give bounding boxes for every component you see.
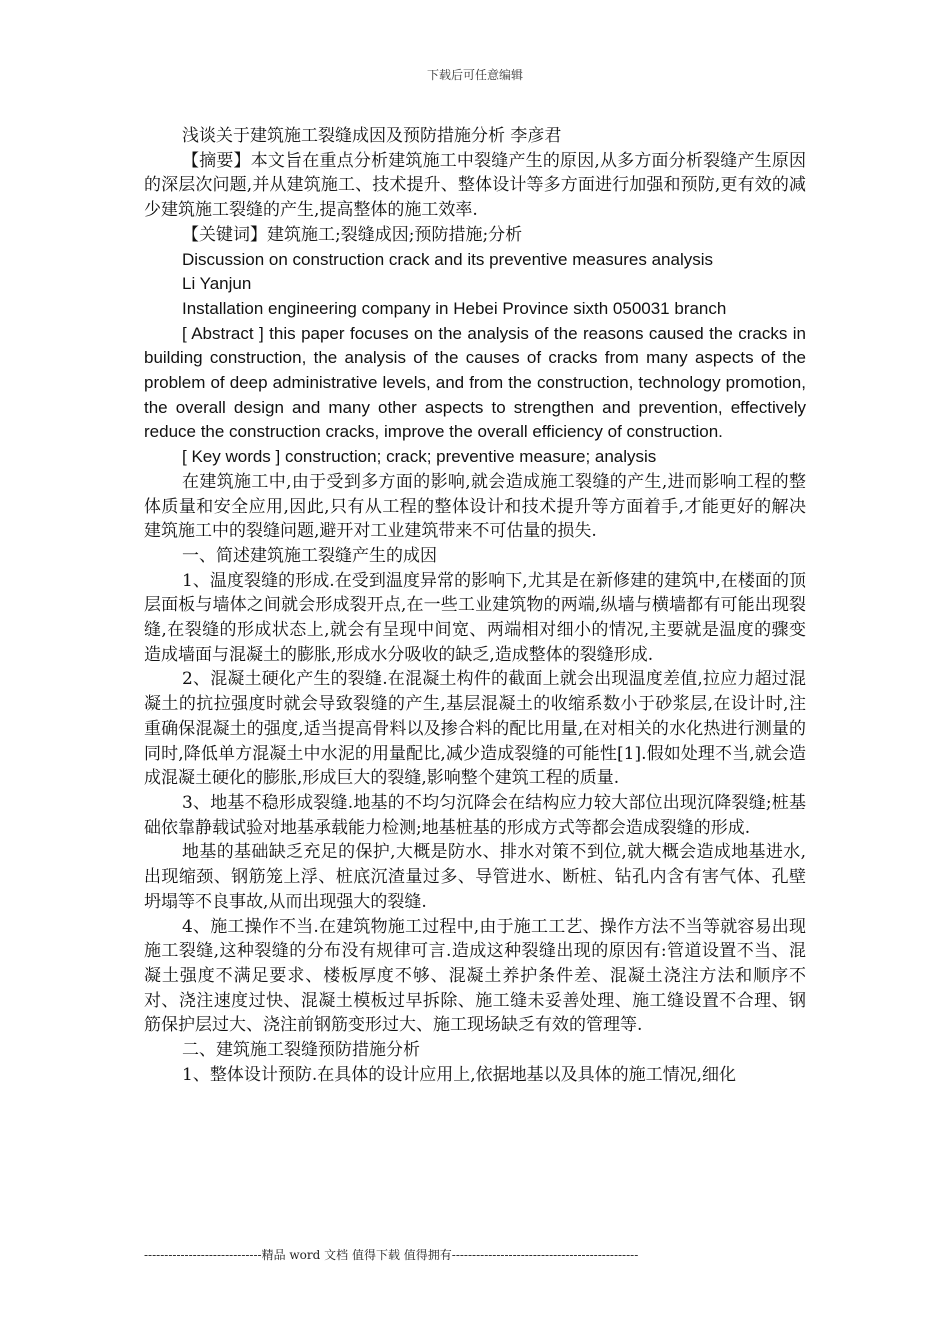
- page-footer: -----------------------------精品 word 文档 值得下载 值得拥有----------------------------------------------: [144, 1248, 639, 1262]
- intro-paragraph: 在建筑施工中,由于受到多方面的影响,就会造成施工裂缝的产生,进而影响工程的整体质量和安全应用,因此,只有从工程的整体设计和技术提升等方面着手,才能更好的解决建筑施工中的裂缝问题,避开对工业建筑带来不可估量的损失.: [144, 471, 806, 542]
- body-paragraph: 1、整体设计预防.在具体的设计应用上,依据地基以及具体的施工情况,细化: [182, 1064, 737, 1085]
- body-paragraph: 2、混凝土硬化产生的裂缝.在混凝土构件的截面上就会出现温度差值,拉应力超过混凝土的抗拉强度时就会导致裂缝的产生,基层混凝土的收缩系数小于砂浆层,在设计时,注重确保混凝土的强度,适当提高骨料以及掺合料的配比用量,在对相关的水化热进行测量的同时,降低单方混凝土中水泥的用量配比,减少造成裂缝的可能性[1].假如处理不当,就会造成混凝土硬化的膨胀,形成巨大的裂缝,影响整个建筑工程的质量.: [144, 669, 806, 789]
- document-body: [144, 124, 806, 1087]
- keywords-zh: 【关键词】建筑施工;裂缝成因;预防措施;分析: [182, 224, 523, 245]
- body-paragraph: 3、地基不稳形成裂缝.地基的不均匀沉降会在结构应力较大部位出现沉降裂缝;桩基础依靠静载试验对地基承载能力检测;地基桩基的形成方式等都会造成裂缝的形成.: [144, 792, 806, 838]
- section-heading-1: 一、简述建筑施工裂缝产生的成因: [182, 545, 437, 566]
- keywords-en: [ Key words ] construction; crack; preventive measure; analysis: [182, 447, 657, 467]
- author-en: Li Yanjun: [182, 274, 252, 294]
- abstract-zh: 【摘要】本文旨在重点分析建筑施工中裂缝产生的原因,从多方面分析裂缝产生原因的深层次问题,并从建筑施工、技术提升、整体设计等多方面进行加强和预防,更有效的减少建筑施工裂缝的产生,提高整体的施工效率.: [144, 150, 806, 221]
- section-heading-2: 二、建筑施工裂缝预防措施分析: [182, 1040, 420, 1061]
- body-paragraph: 1、温度裂缝的形成.在受到温度异常的影响下,尤其是在新修建的建筑中,在楼面的顶层面板与墙体之间就会形成裂开点,在一些工业建筑物的两端,纵墙与横墙都有可能出现裂缝,在裂缝的形成状态上,就会有呈现中间宽、两端相对细小的情况,主要就是温度的骤变造成墙面与混凝土的膨胀,形成水分吸收的缺乏,造成整体的裂缝形成.: [144, 570, 806, 665]
- page-header: 下载后可任意编辑: [426, 68, 523, 82]
- article-title: 浅谈关于建筑施工裂缝成因及预防措施分析 李彦君: [182, 126, 562, 146]
- body-paragraph: 地基的基础缺乏充足的保护,大概是防水、排水对策不到位,就大概会造成地基进水,出现缩颈、钢筋笼上浮、桩底沉渣量过多、导管进水、断桩、钻孔内含有害气体、孔壁坍塌等不良事故,从而出现强大的裂缝.: [144, 842, 806, 912]
- body-paragraph: 4、施工操作不当.在建筑物施工过程中,由于施工工艺、操作方法不当等就容易出现施工裂缝,这种裂缝的分布没有规律可言.造成这种裂缝出现的原因有:管道设置不当、混凝土强度不满足要求、楼板厚度不够、混凝土养护条件差、混凝土浇注方法和顺序不对、浇注速度过快、混凝土模板过早拆除、施工缝未妥善处理、施工缝设置不合理、钢筋保护层过大、浇注前钢筋变形过大、施工现场缺乏有效的管理等.: [144, 916, 806, 1036]
- affiliation-en: Installation engineering company in Hebei Province sixth 050031 branch: [182, 298, 727, 318]
- title-en: Discussion on construction crack and its preventive measures analysis: [182, 249, 714, 269]
- abstract-en: [ Abstract ] this paper focuses on the analysis of the reasons caused the cracks in building construction, the analysis of the causes of cracks from many aspects of the problem of deep administrative levels, and from the construction, technology promotion, the overall design and many other aspects to strengthen and prevention, effectively reduce the construction cracks, improve the overall efficiency of construction.: [144, 323, 806, 442]
